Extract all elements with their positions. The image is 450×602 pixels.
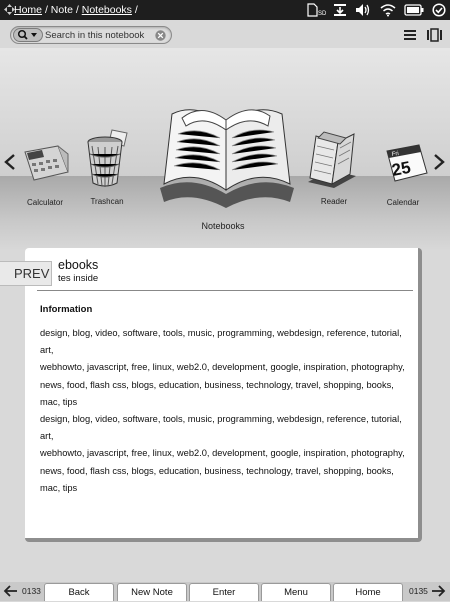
breadcrumb	[14, 4, 138, 16]
status-bar	[0, 0, 450, 20]
reader-icon	[304, 128, 360, 192]
menu-icon[interactable]	[404, 30, 416, 40]
tag-list	[40, 325, 412, 497]
prev-page-arrow-icon[interactable]	[4, 585, 18, 597]
svg-text:SD: SD	[318, 11, 327, 17]
search-options-button[interactable]	[13, 28, 43, 42]
carousel-label-calendar: Calendar	[386, 198, 420, 207]
tag-line: news, food, flash css, blogs, education, business, technology, travel, shopping, books, mac, tips	[40, 379, 394, 407]
carousel-label-notebooks: Notebooks	[201, 221, 245, 231]
wifi-icon	[380, 3, 396, 17]
calendar-icon	[385, 143, 429, 185]
search-box	[10, 26, 172, 44]
breadcrumb-home[interactable]: Home	[14, 4, 43, 16]
menu-button[interactable]: Menu	[261, 583, 331, 601]
calendar-icon-date: 25	[390, 157, 413, 180]
prev-page-number: 0133	[22, 586, 41, 596]
calculator-icon	[22, 144, 72, 184]
download-icon	[333, 3, 347, 17]
trashcan-icon	[84, 128, 130, 190]
battery-icon	[404, 3, 424, 17]
divider	[37, 290, 413, 291]
carousel-label-calculator: Calculator	[26, 198, 63, 207]
back-button[interactable]: Back	[44, 583, 114, 601]
information-heading: Information	[40, 304, 93, 315]
check-circle-icon[interactable]	[432, 3, 446, 17]
new-note-button[interactable]: New Note	[117, 583, 187, 601]
tag-line: design, blog, video, software, tools, music, programming, webdesign, reference, tutorial, art,	[40, 328, 402, 356]
view-mode-icon[interactable]	[427, 29, 442, 41]
open-book-icon	[152, 96, 302, 216]
search-input[interactable]	[45, 28, 155, 42]
status-icons	[307, 2, 446, 18]
volume-icon	[355, 3, 372, 17]
chevron-down-icon	[31, 33, 37, 37]
breadcrumb-notebooks[interactable]: Notebooks	[81, 4, 132, 16]
tag-line: webhowto, javascript, free, linux, web2.0, development, google, inspiration, photography,	[40, 362, 405, 373]
enter-button[interactable]: Enter	[189, 583, 259, 601]
tag-line: design, blog, video, software, tools, music, programming, webdesign, reference, tutorial, art,	[40, 414, 402, 442]
panel-title: ebooks	[58, 258, 99, 272]
breadcrumb-note[interactable]: Note	[50, 4, 73, 16]
carousel-next-arrow[interactable]	[433, 153, 446, 171]
next-page-arrow-icon[interactable]	[431, 585, 445, 597]
prev-button[interactable]: PREV	[0, 261, 52, 286]
calendar-icon-weekday: Fri	[391, 150, 400, 158]
home-button[interactable]: Home	[333, 583, 403, 601]
search-icon	[14, 29, 42, 41]
clear-search-icon[interactable]	[155, 30, 166, 41]
breadcrumb-separator: /	[75, 4, 82, 16]
carousel-label-trashcan: Trashcan	[90, 197, 124, 206]
tag-line: news, food, flash css, blogs, education, business, technology, travel, shopping, books, mac, tips	[40, 465, 394, 493]
bottom-toolbar	[0, 582, 450, 601]
panel-subtitle: tes inside	[58, 273, 99, 284]
sd-card-icon	[307, 3, 325, 17]
breadcrumb-separator: /	[44, 4, 51, 16]
carousel-prev-arrow[interactable]	[3, 153, 16, 171]
next-page-number: 0135	[409, 586, 428, 596]
breadcrumb-separator: /	[134, 4, 138, 16]
carousel-label-reader: Reader	[320, 197, 348, 206]
notebook-detail-panel	[25, 248, 422, 542]
tag-line: webhowto, javascript, free, linux, web2.0, development, google, inspiration, photography,	[40, 448, 405, 459]
